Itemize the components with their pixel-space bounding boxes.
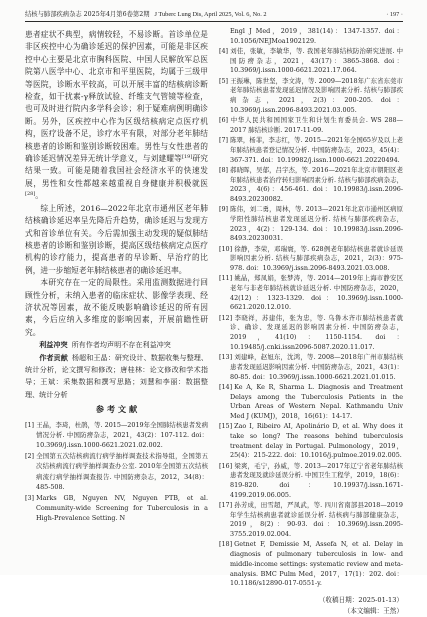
reference-text: 刘建峰，赵旭东，沈鸿，等. 2008—2018年广州市肺结核患者发现延迟影响因素分析. 中国防痨杂志，2021，43(1)：80-85. doi：10.3969/j.issn.1000-6621.2021.01.015. [230, 353, 403, 381]
reference-text: 刘佳，张敏，李敏华，等. 我国老年肺结核防治研究进展. 中国防痨杂志，2021，43(17)：3865-3868. doi：10.3969/j.issn.1000-6621.2021.17.064. [230, 47, 403, 75]
reference-item [219, 540, 403, 589]
reference-number: [16] [219, 461, 233, 470]
reference-text: 梁爽，毛宁，孙威，等. 2013—2017年辽宁省老年肺结核患者发现及就诊延误分析. 中国卫生工程学，2019，18(6)：819-820. doi：10.19937/j.issn.1671-4199.2019.06.005. [230, 461, 403, 499]
references-right-column [219, 27, 403, 615]
reference-item [219, 462, 403, 501]
reference-item [25, 493, 208, 524]
reference-number: [15] [219, 422, 233, 431]
references-left-column [25, 403, 208, 524]
reference-text: 王振琳，陈世坚，李文涛，等. 2009—2018年广东省东莞市老年肺结核患者发现延迟情况及影响因素分析. 结核与肺部疾病杂志，2021，2(3)：200-205. doi：10.3969/j.issn.2096-8493.2021.03.005. [230, 76, 403, 114]
reference-item [219, 116, 403, 135]
reference-number: [13] [219, 353, 233, 362]
reference-text: 李晓祥，苏建伟，张为忠，等. 乌鲁木齐市肺结核患者就诊、确诊、发现延迟的影响因素分析. 中国防痨杂志，2019，41(10)：1150-1154. doi：10.19485/j.cnki.issn2096-5087.2020.11.017. [230, 313, 403, 351]
reference-item [219, 383, 403, 422]
contributions-label: 作者贡献 [39, 352, 68, 362]
journal-issue-cn: 结核与肺部疾病杂志 2025年4月第6卷第2期 [25, 11, 150, 18]
reference-text: 王晶，李琦，杜鹃，等. 2015—2019年全国肺结核患者发病情况分析. 中国防痨杂志，2021，43(2)：107-112. doi：10.3969/j.issn.1000-6621.2021.02.002. [36, 421, 208, 450]
limitations-paragraph: 本研究存在一定的局限性。采用监测数据进行回顾性分析，未纳入患者的临床症状、影像学表现、经济状况等因素，故不能反映影响确诊延迟的所有因素，今后应纳入多维度的影响因素，开展前瞻性研究。 [25, 278, 208, 337]
running-header [25, 10, 403, 22]
reference-number: [12] [219, 313, 233, 322]
reference-item [219, 205, 403, 244]
reference-number: [17] [219, 501, 233, 510]
reference-number: [3] [25, 493, 35, 502]
page-number: · 197 · [386, 11, 403, 18]
reference-number: [5] [219, 76, 229, 85]
author-contributions [25, 352, 208, 402]
reference-text: Zao I, Ribeiro AI, Apolinário D, et al. Why does it take so long? The reasons behind tuberculosis treatment delay in Portugal. Pulmonology，2019，25(4)：215-222. doi：10.1016/j.pulmoe.2019.02.005. [230, 422, 403, 460]
paragraph-text: 患者症状不典型，病情较轻，不易诊断。首诊单位是非区疾控中心为确诊延迟的保护因素，可能是非区疾控中心主要是北京市胸科医院、中国人民解放军总医院第八医学中心、北京市和平里医院，均属于三级甲等医院，诊断水平较高，可以开展丰富的结核病诊断检查，如干扰素-γ释放试验、纤维支气管镜等检查，也可及时进行院内多学科会诊；利于疑难病例明确诊断。另外，区疾控中心作为区级结核病定点医疗机构，医疗设备不足，诊疗水平有限，对部分老年肺结核患者的诊断和鉴别诊断较困难。男性与女性患者的确诊延迟情况差异无统计学意义，与刘建耀等 [25, 30, 208, 164]
reference-text: 徐静，李荣，邓瑞寰，等. 628例老年肺结核患者就诊延误影响因素分析. 结核与肺部疾病杂志，2021，2(3)：975-978. doi：10.3969/j.issn.2096-8493.2021.03.008. [230, 244, 403, 273]
reference-item [219, 77, 403, 116]
reference-item [219, 166, 403, 205]
reference-item [219, 353, 403, 382]
conflict-label: 利益冲突 [39, 340, 68, 350]
citation-mark: [19] [182, 154, 193, 161]
journal-issue-en: J Tuberc Lung Dis, April 2025, Vol. 6, No. 2 [154, 11, 267, 18]
conflict-text: 所有作者均声明不存在利益冲突 [71, 340, 171, 350]
paragraph-text: 。 [35, 191, 43, 201]
reference-item [219, 314, 403, 353]
references-heading: 参 考 文 献 [95, 404, 138, 414]
reference-number: [1] [25, 421, 35, 429]
reference-text: 姚晶，郑凤娟，张梦涛，等. 2014—2019年上海市静安区老年与非老年肺结核就诊延迟分析. 中国防痨杂志，2020，42(12)：1323-1329. doi：10.3969/j.issn.1000-6621.2020.12.010. [230, 274, 403, 312]
reference-number: [18] [219, 540, 233, 549]
reference-number: [6] [219, 116, 229, 125]
reference-text: 中华人民共和国国家卫生和计划生育委员会. WS 288—2017 肺结核诊断. 2017-11-09. [230, 116, 403, 134]
discussion-paragraph [25, 29, 208, 203]
citation-mark: [28] [25, 191, 36, 198]
reference-number: [7] [219, 136, 229, 145]
reference-item [25, 420, 208, 451]
reference-number: [10] [219, 244, 233, 253]
contributions-text: 杨超和王晶：研究设计、数据收集与整理、统计分析，论文撰写和修改；唐桂林：论文修改和学术指导；王斌：采集数据和撰写思路；刘慧和李丽：数据整理、统计分析 [25, 352, 209, 399]
reference-text: Marks GB, Nguyen NV, Nguyen PTB, et al. Community-wide Screening for Tuberculosis in a High-Prevalence Setting. N [36, 493, 208, 523]
reference-item [219, 136, 403, 165]
conflict-of-interest [25, 339, 208, 351]
received-date: （收稿日期：2025-01-13） [318, 595, 403, 604]
reference-continuation: Engl J Med，2019，381(14)：1347-1357. doi：10.1056/NEJMoa1902129. [230, 27, 403, 45]
reference-number: [8] [219, 165, 229, 174]
reference-number: [14] [219, 382, 233, 391]
paragraph-text: 研究结果一致。可能是随着我国社会经济水平的快速发展，男性和女性都越来越重视自身健康并积极就医 [25, 154, 208, 188]
reference-text: 孙芳成，田雪超，严凤武，等. 四川省南部县2018—2019年学生结核病患者就诊延误分析. 结核病与肺部健康杂志，2019，8(2)：90-93. doi：10.3969/j.issn.2095-3755.2019.02.004. [230, 501, 403, 539]
reference-text: 陈翠，杨菲，李志红，等. 2015—2021年全国65岁及以上老年肺结核患者登记情况分析. 中国防痨杂志，2023，45(4)：367-371. doi：10.19982/j.issn.1000-6621.20220494. [230, 136, 403, 164]
reference-number: [4] [219, 47, 229, 55]
body-text-column [25, 29, 208, 399]
reference-text: 陈伟，刘二勇，周林，等. 2013—2021年北京市通州区病原学阳性肺结核患者发现延迟分析. 结核与肺部疾病杂志，2023，4(2)：129-134. doi：10.19983/j.issn.2096-8493.20230031. [230, 205, 403, 243]
conclusion-paragraph: 综上所述，2016—2022年北京市通州区老年肺结核确诊延迟率呈先降后升趋势，确诊延迟与发现方式和首诊单位有关。今后需加强主动发现的疑似肺结核患者的诊断和鉴别诊断，提高区级结核病定点医疗机构的诊疗能力，提高患者的早诊断、早治疗的比例，进一步缩短老年肺结核患者的确诊延迟率。 [25, 203, 208, 275]
reference-text: 全国第五次结核病流行病学抽样调查技术指导组，全国第五次结核病流行病学抽样调查办公室. 2010年全国第五次结核病流行病学抽样调查报告. 中国防痨杂志，2012，34(8)：485-508. [36, 452, 208, 491]
reference-number: [11] [219, 274, 233, 283]
reference-item [25, 451, 208, 492]
reference-number: [2] [25, 452, 35, 461]
reference-item [219, 422, 403, 461]
reference-number: [9] [219, 205, 229, 214]
reference-text: Ke A, Ke R, Sharma L. Diagnosis and Treatment Delays among the Tuberculosis Patients in the Urban Areas of Western Nepal. Kathmandu Univ Med J (KUMJ)，2018，16(61)：14-17. [230, 382, 403, 420]
reference-text: Getnet F, Demissie M, Assefa N, et al. Delay in diagnosis of pulmonary tuberculosis in low- and middle-income settings: systematic review and meta-analysis. BMC Pulm Med，2017，17(1)：202. doi：10.1186/s12890-017-0551-y. [230, 540, 403, 588]
reference-item [219, 501, 403, 540]
reference-item [219, 47, 403, 76]
editor-credit: （本文编辑：王然） [343, 606, 403, 615]
reference-item [219, 245, 403, 274]
reference-item [219, 274, 403, 313]
reference-text: 郝晓晖，吴郁，吕宇杰，等. 2016—2021年北京市朝阳区老年肺结核患者治疗转归影响因素分析. 结核与肺部疾病杂志，2023，4(6)：456-461. doi：10.19983/j.issn.2096-8493.20230082. [230, 165, 403, 203]
